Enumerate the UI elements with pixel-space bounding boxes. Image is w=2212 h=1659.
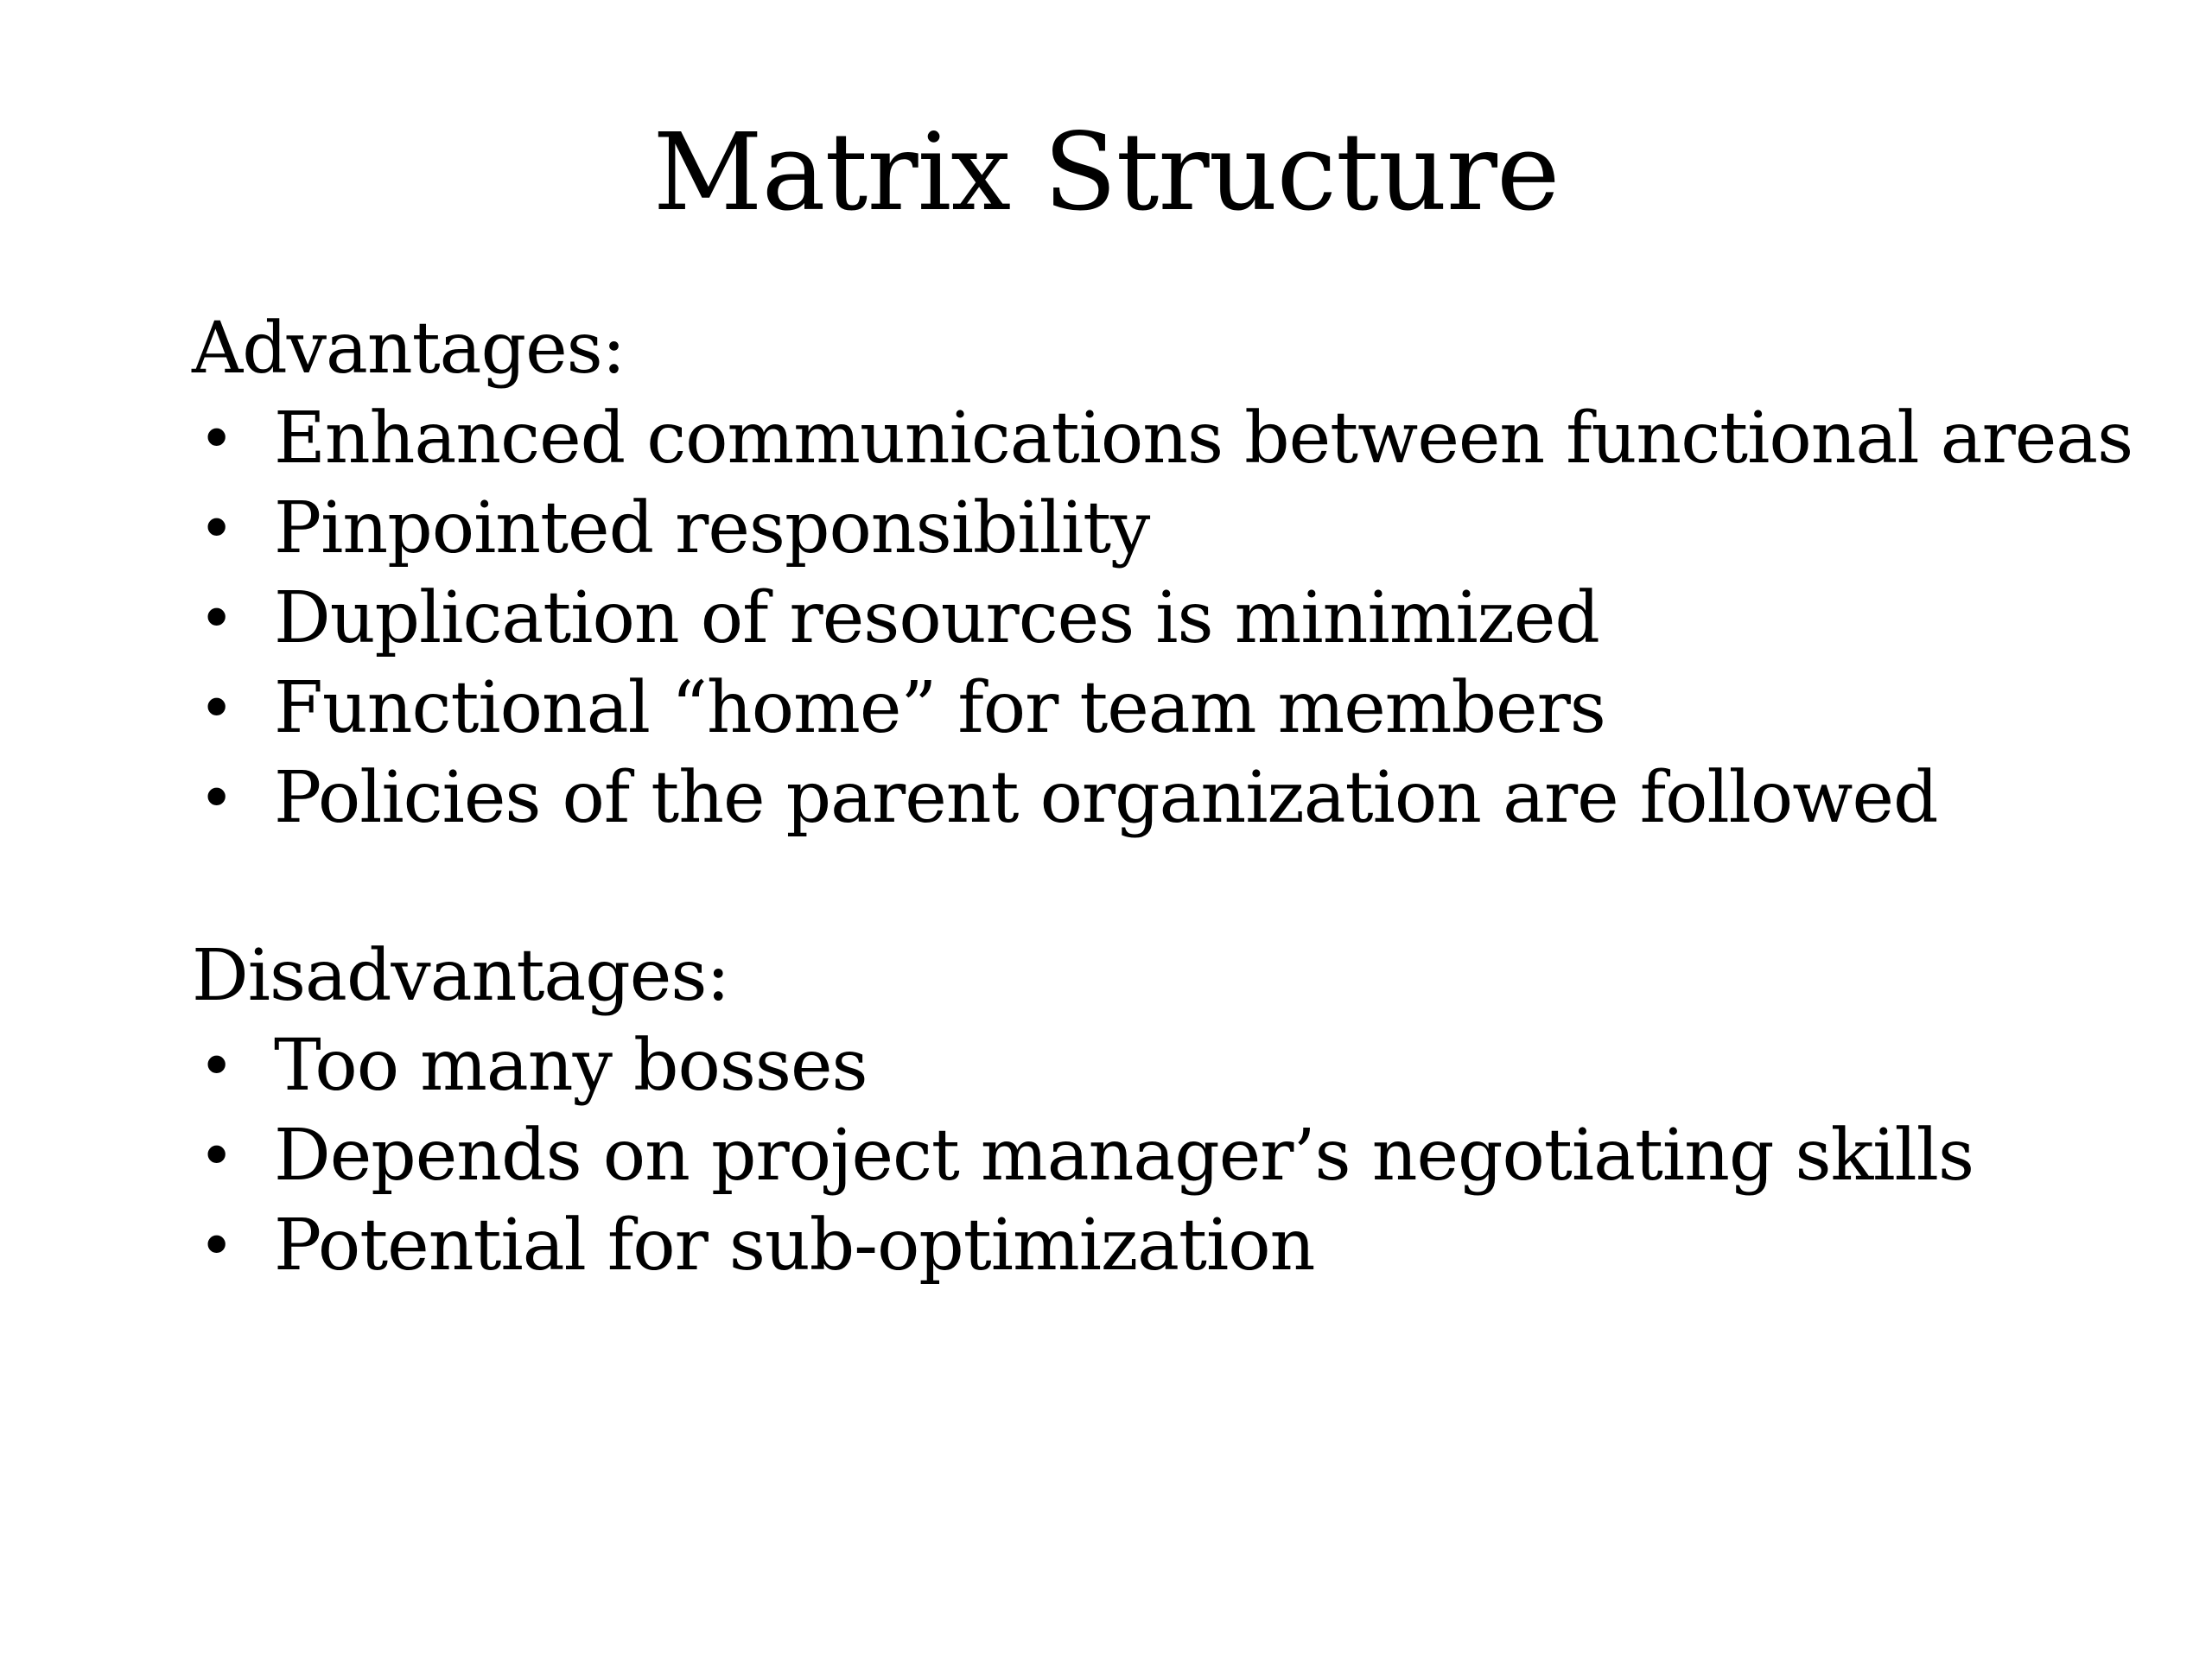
bullet-icon: • (199, 404, 234, 474)
list-item (192, 484, 2136, 574)
list-item-text: Depends on project manager’s negotiating skills (274, 1115, 1974, 1197)
bullet-icon: • (199, 493, 234, 564)
list-item-text: Duplication of resources is minimized (274, 577, 1599, 659)
list-item-text: Functional “home” for team members (274, 667, 1605, 749)
list-item (192, 1021, 2136, 1111)
list-item-text: Enhanced communications between functional areas (274, 397, 2133, 480)
bullet-icon: • (199, 583, 234, 654)
list-item-text: Too many bosses (274, 1025, 868, 1107)
advantages-list (192, 394, 2136, 843)
list-item (192, 1201, 2136, 1291)
list-item-text: Pinpointed responsibility (274, 487, 1150, 569)
list-item (192, 1111, 2136, 1201)
slide-title: Matrix Structure (652, 111, 1560, 235)
bullet-icon: • (199, 1031, 234, 1102)
list-item (192, 753, 2136, 843)
advantages-heading: Advantages: (192, 308, 626, 390)
list-item-text: Potential for sub-optimization (274, 1205, 1315, 1287)
advantages-section (192, 304, 2136, 843)
disadvantages-section (192, 931, 2136, 1291)
list-item-text: Policies of the parent organization are followed (274, 757, 1938, 839)
bullet-icon: • (199, 673, 234, 744)
bullet-icon: • (199, 1121, 234, 1192)
bullet-icon: • (199, 763, 234, 834)
disadvantages-list (192, 1021, 2136, 1291)
list-item (192, 664, 2136, 753)
bullet-icon: • (199, 1211, 234, 1281)
disadvantages-heading: Disadvantages: (192, 935, 730, 1017)
list-item (192, 394, 2136, 484)
list-item (192, 574, 2136, 664)
